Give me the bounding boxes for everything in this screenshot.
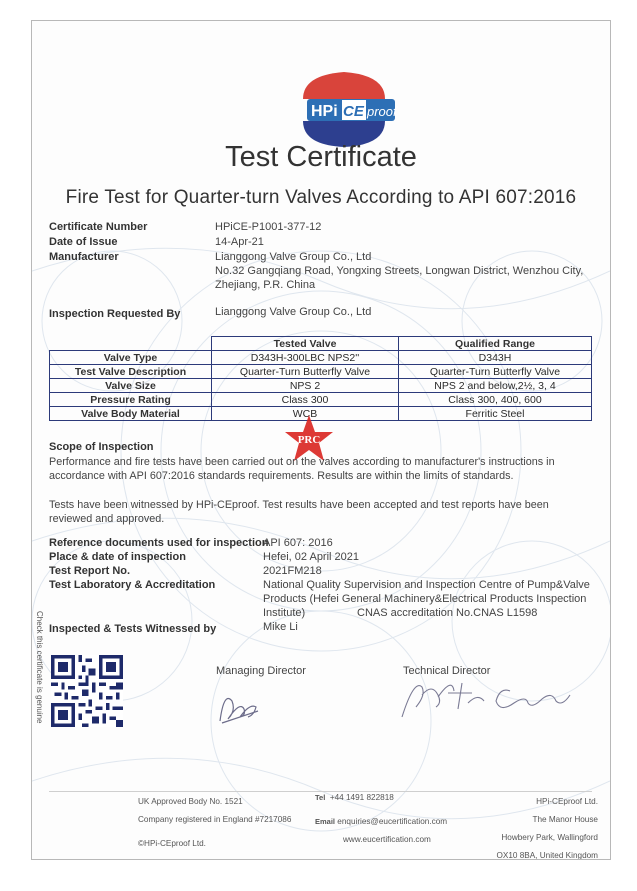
table-header-blank	[50, 337, 212, 351]
inspection-requested-label: Inspection Requested By	[49, 308, 181, 320]
footer-web[interactable]: www.eucertification.com	[343, 835, 431, 844]
footer-tel[interactable]: +44 1491 822818	[329, 793, 394, 802]
table-header-row	[50, 337, 592, 351]
row-qualified: Class 300, 400, 600	[399, 393, 592, 407]
manufacturer-name: Lianggong Valve Group Co., Ltd	[215, 251, 372, 263]
manufacturer-address-2: Zhejiang, P.R. China	[215, 279, 316, 291]
row-tested: D343H-300LBC NPS2''	[212, 351, 399, 365]
table-row	[50, 393, 592, 407]
technical-director-signature	[392, 673, 592, 723]
certificate-title: Test Certificate	[225, 141, 417, 173]
witnessed-by-label: Inspected & Tests Witnessed by	[49, 623, 217, 635]
report-no-value: 2021FM218	[263, 565, 322, 577]
certificate-number-value: HPiCE-P1001-377-12	[215, 221, 322, 233]
row-qualified: NPS 2 and below,2½, 3, 4	[399, 379, 592, 393]
row-tested: WCB	[212, 407, 399, 421]
ref-docs-label: Reference documents used for inspection	[49, 537, 269, 549]
logo-ce-text: CE	[343, 103, 364, 120]
witness-text: Tests have been witnessed by HPi-CEproof. Test results have been accepted and test reports have been reviewed and approved.	[49, 499, 549, 525]
table-header-tested: Tested Valve	[212, 337, 399, 351]
footer-email[interactable]: enquiries@eucertification.com	[337, 817, 448, 826]
certificate-page	[31, 20, 611, 860]
footer-address-line: The Manor House	[532, 815, 598, 824]
place-date-value: Hefei, 02 April 2021	[263, 551, 360, 563]
qr-code[interactable]	[51, 655, 123, 727]
report-no-label: Test Report No.	[49, 565, 131, 577]
row-label: Pressure Rating	[50, 393, 212, 407]
certificate-subtitle: Fire Test for Quarter-turn Valves According to API 607:2016	[65, 187, 577, 208]
footer-body-no: UK Approved Body No. 1521	[138, 797, 243, 806]
inspection-requested-value: Lianggong Valve Group Co., Ltd	[215, 306, 372, 318]
lab-value-3: Institute)	[263, 607, 306, 619]
footer-company-reg: Company registered in England #7217086	[138, 815, 292, 824]
lab-value-2: Products (Hefei General Machinery&Electrical Products Inspection	[263, 593, 587, 605]
row-label: Valve Size	[50, 379, 212, 393]
lab-value-1: National Quality Supervision and Inspection Centre of Pump&Valve	[263, 579, 590, 591]
technical-director-label: Technical Director	[403, 665, 491, 677]
managing-director-signature	[210, 681, 270, 731]
scope-text: Performance and fire tests have been carried out on the valves according to manufacturer's instructions in accordance with API 607:2016 standards requirements. Results are within the limits of standards.	[49, 456, 555, 482]
manufacturer-label: Manufacturer	[49, 251, 119, 263]
footer-email-label: Email	[315, 817, 336, 826]
valve-spec-table	[49, 336, 592, 421]
certificate-number-label: Certificate Number	[49, 221, 148, 233]
table-row	[50, 365, 592, 379]
date-of-issue-value: 14-Apr-21	[215, 236, 264, 248]
footer-contact	[315, 789, 447, 849]
date-of-issue-label: Date of Issue	[49, 236, 118, 248]
row-tested: NPS 2	[212, 379, 399, 393]
footer-address	[497, 793, 599, 860]
footer-copyright: ©HPi-CEproof Ltd.	[138, 839, 206, 848]
footer-address-line: Howbery Park, Wallingford	[501, 833, 598, 842]
logo-proof-text: proof	[367, 104, 397, 119]
footer-tel-label: Tel	[315, 793, 326, 802]
place-date-label: Place & date of inspection	[49, 551, 186, 563]
table-header-qualified: Qualified Range	[399, 337, 592, 351]
witnessed-by-value: Mike Li	[263, 621, 298, 633]
row-tested: Class 300	[212, 393, 399, 407]
row-qualified: Quarter-Turn Butterfly Valve	[399, 365, 592, 379]
logo-hpi-text: HPi	[311, 103, 338, 120]
row-tested: Quarter-Turn Butterfly Valve	[212, 365, 399, 379]
verify-side-text: Check this certificate is genuine	[35, 611, 44, 724]
row-qualified: Ferritic Steel	[399, 407, 592, 421]
row-qualified: D343H	[399, 351, 592, 365]
table-row	[50, 351, 592, 365]
cnas-accreditation: CNAS accreditation No.CNAS L1598	[357, 607, 538, 619]
hpi-ceproof-logo	[285, 69, 403, 149]
lab-label: Test Laboratory & Accreditation	[49, 579, 216, 591]
footer-left	[138, 793, 291, 853]
row-label: Valve Type	[50, 351, 212, 365]
row-label: Valve Body Material	[50, 407, 212, 421]
row-label: Test Valve Description	[50, 365, 212, 379]
footer-address-line: HPi-CEproof Ltd.	[536, 797, 598, 806]
stamp-text: PRC	[297, 434, 321, 446]
manufacturer-address-1: No.32 Gangqiang Road, Yongxing Streets, Longwan District, Wenzhou City,	[215, 265, 584, 277]
scope-heading: Scope of Inspection	[49, 441, 154, 453]
ref-docs-value: API 607: 2016	[263, 537, 333, 549]
table-row	[50, 379, 592, 393]
managing-director-label: Managing Director	[216, 665, 306, 677]
footer-address-line: OX10 8BA, United Kingdom	[496, 851, 598, 860]
